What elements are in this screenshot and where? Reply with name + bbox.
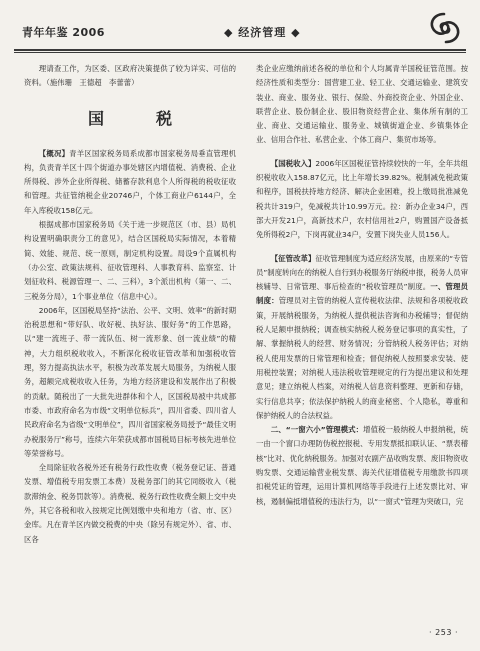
- tax-revenue-tag: 【国税收入】: [270, 158, 316, 168]
- swirl-emblem-icon: [424, 10, 464, 46]
- page-number: · 253 ·: [429, 628, 458, 637]
- overview-tag: 【概况】: [38, 148, 70, 158]
- page-header: [14, 10, 466, 46]
- paragraph-text: 征收管理制度为适应经济发展，由原来的“专管员”制度转向在的纳税人自行到办税服务厅纳税申报，税务人员审核辅导、日常管理、事后检查的“税收管理员”制度。: [256, 253, 468, 292]
- paragraph: [256, 423, 468, 509]
- paragraph: 根据成都市国家税务局《关于进一步规范区（市、县）局机构设置明确职责分工的意见》，结合区国税局实际情况，本着精简、效能、规范、统一原则，制定机构设置。局设9个直属机构（办公室、政策法规科、征收管理科、人事教育科、监察室、计划征收科、税源管理一、二、三科），3个派出机构（第一、二、三税务分局），1个事业单位（信息中心）。: [24, 220, 236, 301]
- paragraph: 理请查工作，为区委、区政府决策提供了较为详实、可信的资料。（施伟珊 王德超 李蕾蕾）: [24, 64, 236, 88]
- header-rule-thin: [14, 52, 466, 53]
- article-title: 国 税: [87, 108, 190, 128]
- paragraph-text: 增值税一般纳税人申报纳税，统一由一个窗口办理防伪税控报税、专用发票抵扣联认证、“票表稽核”比对、优化纳税服务。加强对农副产品收购发票、废旧物资收购发票、交通运输营业税发票、海关代征增值税专用缴款书四项扣税凭证的管理，运用计算机网络等手段进行上述发票比对、审核，遏制偏抵增值税的违法行为，以“一窗式”管理为突破口，完: [256, 425, 468, 506]
- subheading: 一、管理员制度：: [256, 282, 468, 306]
- right-column: [256, 62, 468, 509]
- paragraph: 类企业应缴纳前述各税的单位和个人均属青羊国税征管范围。按经济性质和类型分：国营建工业、轻工业、交通运输业、建筑安装业、商业、服务业、银行、保险、外商投资企业、外国企业、联营企业、股份制企业、股旧物资经营企业、集体所有制的工业、商业、交通运输业、服务业、城镇街道企业、乡镇集体企业、信用合作社、私营企业、个体工商户、集贸市场等。: [256, 64, 468, 145]
- paragraph-text: 管理员对主管的纳税人宣传税收法律、法规和各项税收政策，开展纳税服务，为纳税人提供税法咨询和办税辅导；督促纳税人足额申报纳税；调查核实纳税人税务登记事项的真实性，了解、掌握纳税人的经营、财务情况；分管纳税人税务评估；对纳税人使用发票的日常管理和检查；督促纳税人按照要求安装、使用税控装置；对纳税人违法税收管理规定的行为提出建议和处理意见；建立纳税人档案，对纳税人信息资料整理、更新和存储，实行信息共享；依法保护纳税人的商业秘密、个人隐私，尊重和保护纳税人的合法权益。: [256, 296, 468, 420]
- left-column: [24, 62, 236, 547]
- reform-tag: 【征管改革】: [270, 253, 316, 263]
- yearbook-title: 青年年鉴 2006: [22, 26, 105, 39]
- paragraph: [256, 157, 468, 243]
- paragraph: 全局除征收各税外还有税务行政性收费（税务登记证、普通发票、增值税专用发票工本费）及税务部门的其它同级收入（税款滞纳金、税务罚款等）。消费税、税务行政性收费全额上交中央外，其它各税和收入按规定比例划缴中央和地方（省、市、区）金库。凡在青羊区内做交税费的中央（除另有规定外）、省、市、区各: [24, 463, 236, 544]
- section-title: ◆ 经济管理 ◆: [224, 26, 301, 39]
- paragraph: 2006年，区国税局坚持“法治、公平、文明、效率”的新时期治税思想和“带好队、收好税、执好法、服好务”的工作思路，以“建一流班子、带一流队伍、树一流形象、创一流业绩”的精神，大力组织税收收入，不断深化税收征管改革和加强税收管理，努力提高执法水平，积极为改革发展大局服务，为纳税人服务，超额完成税收收入任务，为地方经济建设和发展作出了积极的贡献。随税出了一大批先进群体和个人，区国税局被中共成都市委、市政府命名为市级“文明单位标兵”，四川省委、四川省人民政府命名为省级“文明单位”，四川省国家税务局授予“最佳文明办税服务厅”称号，连续六年荣获成都市国税局目标考核先进单位等荣誉称号。: [24, 305, 236, 458]
- paragraph-text: 青羊区国家税务局系成都市国家税务局垂直管理机构，负责青羊区十四个街道办事处辖区内增值税、消费税、企业所得税、涉外企业所得税、储蓄存款利息个人所得税的税收征收和管理。共征管纳税企业20746户，个体工商业户6144户，全年入库税收158亿元。: [24, 148, 236, 215]
- subheading: 二、“一窗六小”管理模式：: [270, 425, 364, 435]
- paragraph: [24, 147, 236, 218]
- header-rule: [14, 49, 466, 51]
- paragraph-text: 2006年区国税征管持续较快的一年，全年共组织税收收入158.87亿元，比上年增长39.82%。税制减免税政策和程序，国税扶持地方经济、解决企业困难，投上缴局批准减免税共计319户，免减税共计10.99万元。拉：新办企业34户，西部大开发21户，高新技术户，农村信用社2户，购置国产设备抵免所得税2户，下岗再就业34户，安置下岗失业人员156人。: [256, 158, 468, 240]
- paragraph: [256, 252, 468, 424]
